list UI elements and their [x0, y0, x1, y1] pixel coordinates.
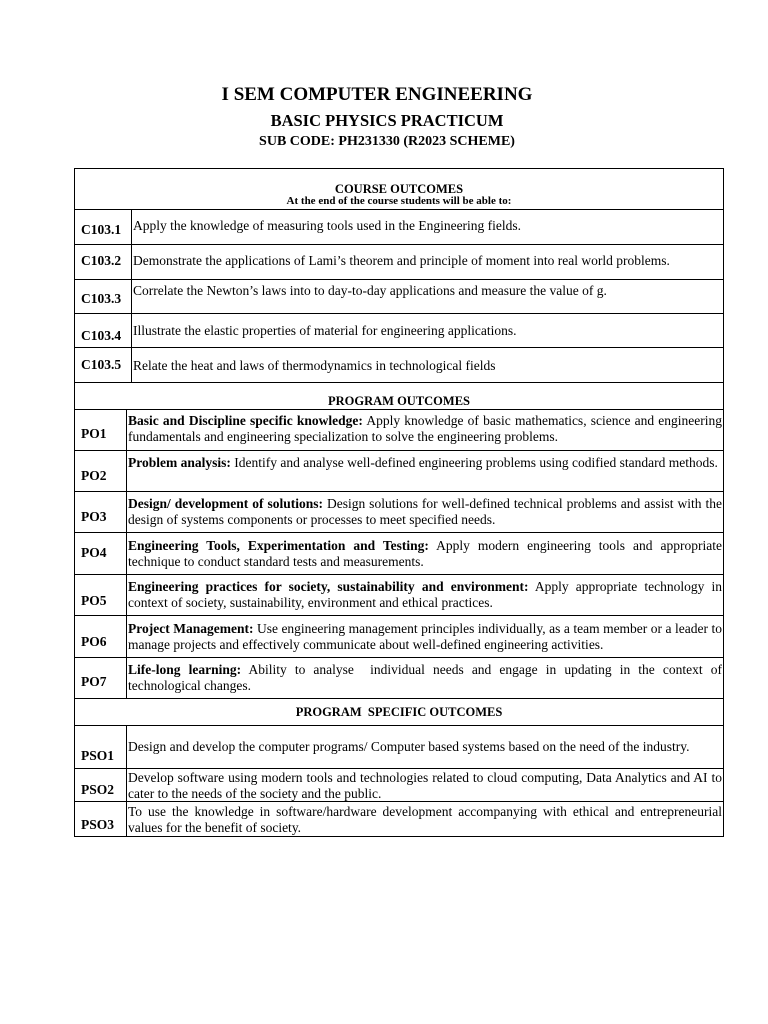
table-row: [74, 410, 724, 451]
outcome-code: C103.1: [75, 210, 132, 244]
outcome-text: Life-long learning: Ability to analyse individual needs and engage in updating in the context of technological changes.: [128, 662, 726, 693]
table-row: [74, 802, 724, 837]
outcome-code: PO7: [75, 658, 127, 698]
outcome-text: Design and develop the computer programs/ Computer based systems based on the need of the industry.: [128, 739, 690, 754]
table-row: [74, 533, 724, 575]
table-row: [74, 492, 724, 533]
outcome-text: To use the knowledge in software/hardware development accompanying with ethical and entrepreneurial values for the benefit of society.: [128, 804, 722, 835]
outcome-text: Demonstrate the applications of Lami’s theorem and principle of moment into real world problems.: [133, 253, 670, 268]
program-specific-outcomes-title: PROGRAM SPECIFIC OUTCOMES: [295, 705, 503, 719]
outcome-text: Correlate the Newton’s laws into to day-to-day applications and measure the value of g.: [133, 283, 607, 298]
table-row: [74, 348, 724, 383]
outcome-code: C103.2: [75, 245, 132, 279]
outcome-code: C103.5: [75, 348, 132, 382]
course-outcomes-title: COURSE OUTCOMES: [334, 182, 464, 196]
table-row: [74, 451, 724, 492]
outcome-code: C103.3: [75, 280, 132, 313]
outcome-text: Relate the heat and laws of thermodynamics in technological fields: [133, 358, 496, 373]
table-row: [74, 658, 724, 699]
outcome-text: Problem analysis: Identify and analyse well-defined engineering problems using codified standard methods.: [128, 455, 718, 470]
outcome-text: Illustrate the elastic properties of material for engineering applications.: [133, 323, 517, 338]
outcome-code: PSO3: [75, 802, 127, 836]
outcome-code: PO2: [75, 451, 127, 491]
subject-code: SUB CODE: PH231330 (R2023 SCHEME): [259, 134, 515, 149]
table-row: [74, 726, 724, 769]
table-row: [74, 210, 724, 245]
outcome-code: PSO1: [75, 726, 127, 768]
program-outcomes-title: PROGRAM OUTCOMES: [327, 394, 470, 408]
outcome-code: PO6: [75, 616, 127, 657]
table-row: [74, 575, 724, 616]
table-row: [74, 245, 724, 280]
outcome-text: Engineering Tools, Experimentation and Testing: Apply modern engineering tools and appropriate technique to conduct standard tests and measurements.: [128, 538, 722, 569]
outcome-text: Basic and Discipline specific knowledge: Apply knowledge of basic mathematics, science and engineering fundamentals and engineering specialization to solve the engineering problems.: [128, 413, 722, 444]
page-title: I SEM COMPUTER ENGINEERING: [221, 84, 533, 105]
course-outcomes-header: [74, 168, 724, 210]
outcome-code: PSO2: [75, 769, 127, 801]
program-outcomes-header: [74, 383, 724, 410]
outcome-text: Project Management: Use engineering management principles individually, as a team member or a leader to manage projects and effectively communicate about well-defined engineering activities.: [128, 621, 722, 652]
outcome-text: Engineering practices for society, sustainability and environment: Apply appropriate technology in context of society, sustainability, environment and ethical practices.: [128, 579, 722, 610]
table-row: [74, 616, 724, 658]
table-row: [74, 314, 724, 348]
course-outcomes-subtitle: At the end of the course students will be able to:: [286, 195, 512, 207]
table-row: [74, 769, 724, 802]
outcome-text: Develop software using modern tools and technologies related to cloud computing, Data Analytics and AI to cater to the needs of the society and the public.: [128, 770, 722, 801]
outcome-text: Apply the knowledge of measuring tools used in the Engineering fields.: [133, 218, 522, 233]
course-title: BASIC PHYSICS PRACTICUM: [270, 111, 504, 130]
outcome-code: PO1: [75, 410, 127, 450]
outcome-code: PO3: [75, 492, 127, 532]
outcome-code: C103.4: [75, 314, 132, 347]
outcome-code: PO4: [75, 533, 127, 574]
program-specific-outcomes-header: [74, 699, 724, 726]
table-row: [74, 280, 724, 314]
outcome-text: Design/ development of solutions: Design solutions for well-defined technical problems and assist with the design of systems components or processes to meet specified needs.: [128, 496, 722, 527]
outcome-code: PO5: [75, 575, 127, 615]
